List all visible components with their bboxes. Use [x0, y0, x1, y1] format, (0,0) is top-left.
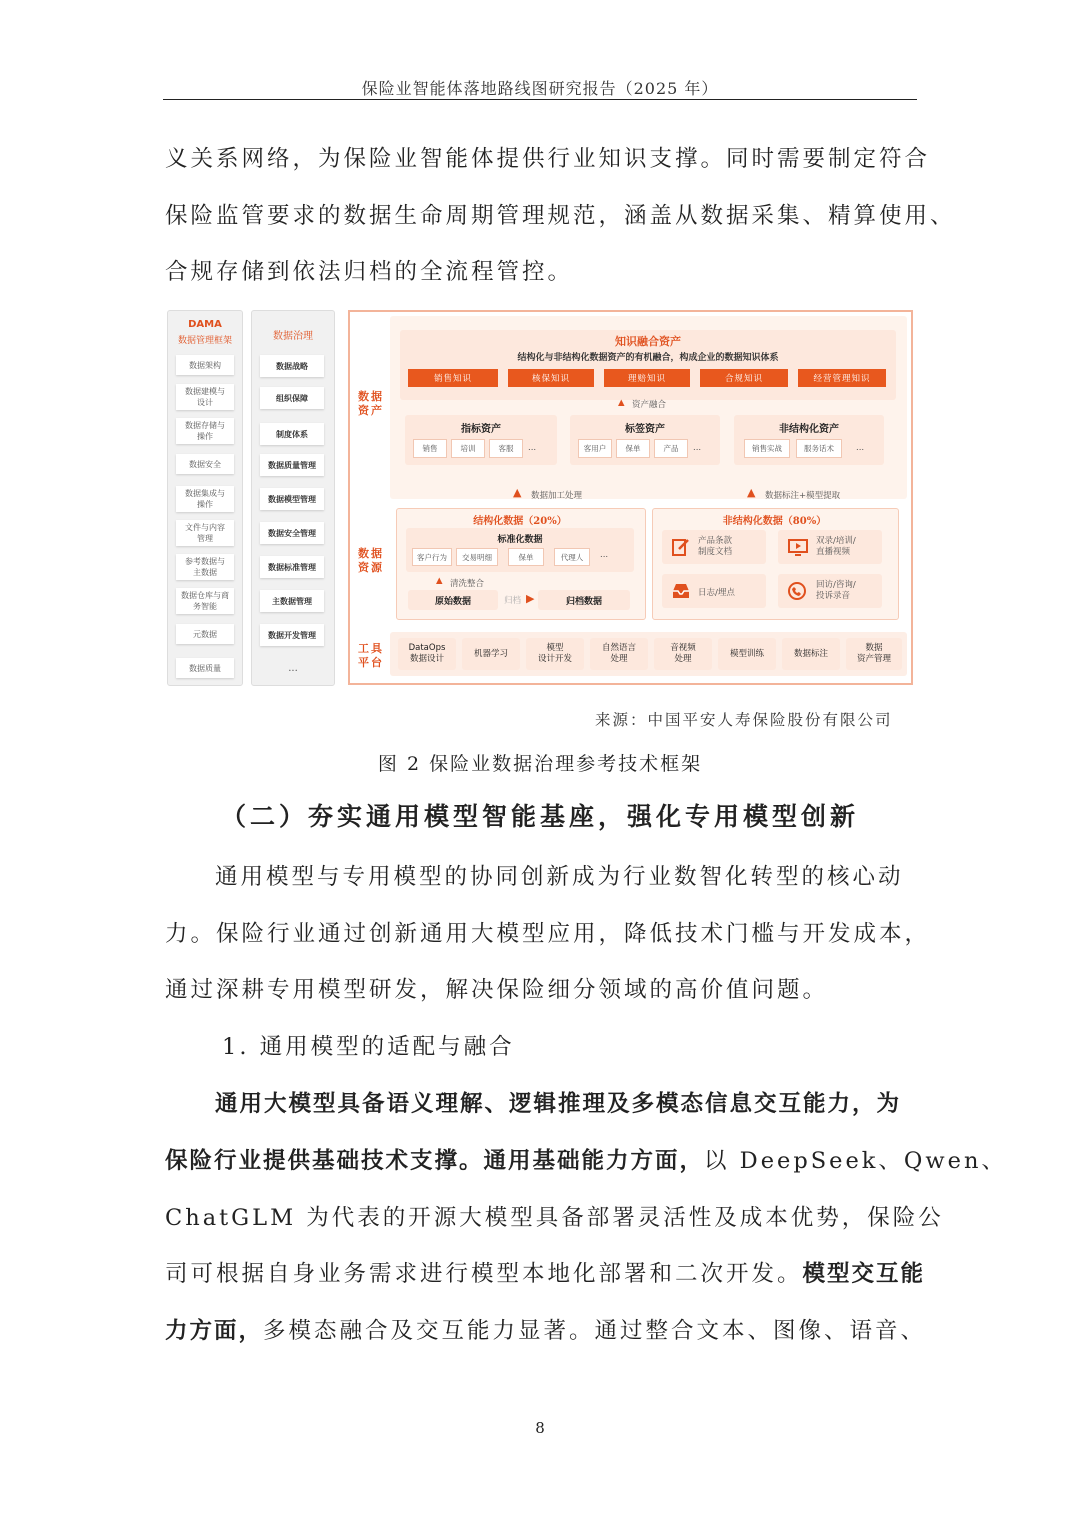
figure-source-credit: 来源：中国平安人寿保险股份有限公司	[595, 711, 893, 729]
governance-item: 数据质量管理	[260, 454, 324, 476]
dama-item: 文件与内容管理	[176, 520, 234, 546]
label-tool-platform: 工具平台	[358, 642, 384, 669]
governance-item: 数据标准管理	[260, 556, 324, 578]
governance-item: 制度体系	[260, 423, 324, 445]
knowledge-item: 销售知识	[408, 369, 498, 387]
raw-data-label: 原始数据	[434, 596, 471, 607]
asset-tag-more: ...	[693, 443, 702, 453]
asset-tag-more: ...	[528, 443, 537, 453]
body-line-2	[165, 1133, 1007, 1190]
archived-data-box	[538, 590, 630, 610]
asset-fusion-label: 资产融合	[632, 400, 667, 410]
asset-tag: 服务话术	[796, 439, 842, 458]
body-line-5	[165, 1303, 927, 1360]
clean-label: 清洗整合	[450, 579, 485, 589]
raw-data-box	[408, 590, 498, 610]
body-line-1: 通用大模型具备语义理解、逻辑推理及多模态信息交互能力，为	[215, 1091, 902, 1117]
processing-arrow-label: 数据加工处理	[531, 491, 583, 501]
intro-line-2: 保险监管要求的数据生命周期管理规范，涵盖从数据采集、精算使用、	[165, 203, 956, 229]
data-governance-figure	[165, 308, 915, 690]
structured-tag: 保单	[508, 548, 544, 566]
archive-arrow-label: 归档	[504, 596, 522, 606]
architecture-panel	[348, 310, 913, 685]
phone-call-icon	[787, 581, 807, 601]
section-para-line-3: 通过深耕专用模型研发，解决保险细分领域的高价值问题。	[165, 977, 829, 1003]
dama-title: DAMA	[188, 319, 222, 330]
asset-tag: 销售	[413, 439, 447, 458]
governance-item: 数据战略	[260, 355, 324, 377]
governance-item: 数据模型管理	[260, 488, 324, 510]
body-line-5-bold: 力方面，	[165, 1318, 264, 1344]
asset-group-title: 标签资产	[625, 424, 665, 435]
unstructured-item-label: 产品条款 制度文档	[698, 536, 733, 557]
governance-more: ...	[288, 663, 298, 674]
section-para-line-1: 通用模型与专用模型的协同创新成为行业数智化转型的核心动	[215, 864, 904, 890]
inbox-log-icon	[671, 581, 691, 601]
standard-data-title: 标准化数据	[497, 535, 543, 545]
dama-item: 数据仓库与商务智能	[176, 588, 234, 614]
header-title: 保险业智能体落地路线图研究报告（2025 年）	[361, 79, 719, 98]
dama-item: 参考数据与主数据	[176, 554, 234, 580]
tool-item: 数据 资产管理	[846, 638, 902, 670]
governance-item: 数据安全管理	[260, 522, 324, 544]
asset-tag: 培训	[451, 439, 485, 458]
dama-item: 数据质量	[176, 658, 234, 678]
up-arrow-icon: ▲	[618, 398, 625, 408]
tool-item: 自然语言 处理	[590, 638, 648, 670]
dama-item: 数据集成与操作	[176, 486, 234, 512]
dama-item: 数据建模与设计	[176, 384, 234, 410]
asset-tag: 客用户	[578, 439, 612, 458]
intro-line-1: 义关系网络，为保险业智能体提供行业知识支撑。同时需要制定符合	[165, 146, 931, 172]
up-arrow-icon: ▲	[747, 486, 756, 499]
knowledge-item: 合规知识	[700, 369, 788, 387]
up-arrow-icon: ▲	[513, 486, 522, 499]
structured-tag: 代理人	[554, 548, 590, 566]
knowledge-item: 经营管理知识	[798, 369, 886, 387]
right-arrow-icon: ▶	[526, 592, 535, 605]
asset-tag: 保单	[616, 439, 650, 458]
tool-item: 机器学习	[462, 638, 520, 670]
label-data-assets: 数据资产	[358, 390, 384, 417]
dama-item: 数据架构	[176, 355, 234, 375]
governance-title: 数据治理	[273, 331, 313, 342]
asset-group-title: 非结构化资产	[779, 424, 839, 435]
tool-item: 模型 设计开发	[526, 638, 584, 670]
up-arrow-icon: ▲	[436, 576, 443, 586]
unstructured-item-label: 回访/咨询/ 投诉录音	[816, 580, 856, 601]
body-line-4-plain: 司可根据自身业务需求进行模型本地化部署和二次开发。	[165, 1261, 803, 1287]
tool-item: DataOps 数据设计	[398, 638, 456, 670]
dama-item: 数据安全	[176, 454, 234, 474]
body-line-3: ChatGLM 为代表的开源大模型具备部署灵活性及成本优势，保险公	[165, 1205, 944, 1231]
governance-item: 主数据管理	[260, 590, 324, 612]
dama-item: 数据存储与操作	[176, 418, 234, 444]
unstructured-item-label: 日志/埋点	[698, 588, 735, 598]
subheading: 1. 通用模型的适配与融合	[222, 1034, 515, 1060]
body-line-5-rest: 多模态融合及交互能力显著。通过整合文本、图像、语音、	[263, 1318, 927, 1344]
archived-data-label: 归档数据	[565, 596, 602, 607]
asset-group-title: 指标资产	[461, 424, 501, 435]
document-edit-icon	[671, 537, 691, 557]
tool-item: 音视频 处理	[654, 638, 712, 670]
figure-caption: 图 2 保险业数据治理参考技术框架	[377, 753, 703, 775]
structured-title: 结构化数据（20%）	[473, 516, 567, 527]
section-para-line-2: 力。保险行业通过创新通用大模型应用，降低技术门槛与开发成本，	[165, 921, 931, 947]
labeling-arrow-label: 数据标注+模型提取	[765, 491, 841, 501]
dama-subtitle: 数据管理框架	[177, 336, 232, 346]
knowledge-item: 理赔知识	[604, 369, 690, 387]
tool-item: 数据标注	[782, 638, 840, 670]
knowledge-title: 知识融合资产	[615, 335, 681, 348]
page-number: 8	[535, 1419, 545, 1437]
structured-tag: 交易明细	[456, 548, 498, 566]
asset-tag: 销售实战	[744, 439, 790, 458]
dama-column	[167, 310, 243, 686]
unstructured-title: 非结构化数据（80%）	[722, 516, 827, 527]
dama-item: 元数据	[176, 624, 234, 644]
video-monitor-icon	[787, 537, 809, 557]
tool-item: 模型训练	[718, 638, 776, 670]
header-divider	[163, 99, 917, 100]
intro-line-3: 合规存储到依法归档的全流程管控。	[165, 259, 574, 285]
governance-column	[251, 310, 335, 686]
unstructured-item-label: 双录/培训/ 直播视频	[816, 536, 856, 557]
governance-item: 数据开发管理	[260, 624, 324, 646]
asset-tag: 客服	[489, 439, 523, 458]
section-heading: （二）夯实通用模型智能基座，强化专用模型创新	[220, 802, 859, 831]
asset-tag: 产品	[654, 439, 688, 458]
structured-tag: 客户行为	[412, 548, 452, 566]
body-line-4	[165, 1246, 926, 1303]
structured-tag-more: ...	[600, 550, 609, 560]
knowledge-subtitle: 结构化与非结构化数据资产的有机融合，构成企业的数据知识体系	[517, 353, 779, 363]
body-line-2-rest: 以 DeepSeek、Qwen、	[704, 1148, 1007, 1174]
body-line-2-bold: 保险行业提供基础技术支撑。通用基础能力方面，	[165, 1148, 705, 1174]
body-line-4-bold: 模型交互能	[802, 1261, 926, 1287]
label-data-resources: 数据资源	[358, 547, 384, 574]
governance-item: 组织保障	[260, 387, 324, 409]
knowledge-item: 核保知识	[508, 369, 594, 387]
asset-tag-more: ...	[856, 443, 865, 453]
